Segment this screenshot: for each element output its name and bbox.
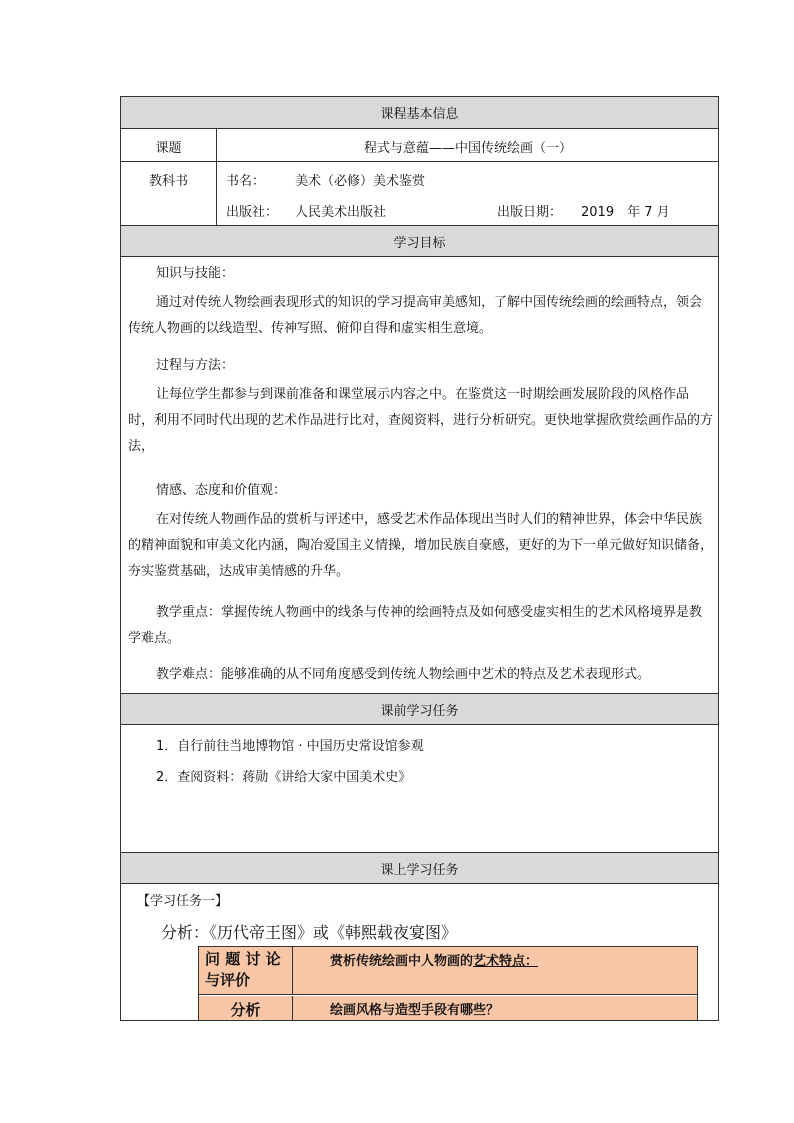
course-info-table [120,96,719,1021]
emotion-text: 在对传统人物画作品的赏析与评述中，感受艺术作品体现出当时人们的精神世界，体会中华民族的精神面貌和审美文化内涵，陶冶爱国主义情操，增加民族自豪感，更好的为下一单元做好知识储备，夯实鉴赏基础，达成审美情感的升华。 [128,512,714,579]
process-text: 让每位学生都参与到课前准备和课堂展示内容之中。在鉴赏这一时期绘画发展阶段的风格作品时，利用不同时代出现的艺术作品进行比对，查阅资料，进行分析研究。更快地掌握欣赏绘画作品的方法， [128,387,714,454]
difficulty: 教学难点：能够准确的从不同角度感受到传统人物绘画中艺术的特点及艺术表现形式。 [156,667,651,682]
key-point: 教学重点：掌握传统人物画中的线条与传神的绘画特点及如何感受虚实相生的艺术风格境界是教学难点。 [128,605,703,646]
process-title: 过程与方法： [156,358,235,373]
discussion-value [330,950,538,969]
analysis-value: 绘画风格与造型手段有哪些？ [330,1003,500,1018]
pre-class-body [121,725,718,853]
publisher-value: 人民美术出版社 [295,205,387,220]
pre-class-header [121,694,718,725]
pre-class-task-2: 2．查阅资料：蒋勋《讲给大家中国美术史》 [156,770,412,785]
topic-value-cell [218,129,718,161]
emotion-title: 情感、态度和价值观： [156,483,287,498]
analysis-row [199,996,697,1021]
in-class-header [121,853,718,884]
discussion-value-underlined: 艺术特点： [473,954,539,969]
objectives-body [121,257,718,694]
discussion-row [199,947,697,995]
knowledge-title: 知识与技能： [156,266,235,281]
basic-info-header-text: 课程基本信息 [380,107,459,122]
knowledge-text: 通过对传统人物绘画表现形式的知识的学习提高审美感知，了解中国传统绘画的绘画特点，领会传统人物画的以线造型、传神写照、俯仰自得和虚实相生意境。 [128,295,703,336]
textbook-label: 教科书 [121,162,217,225]
pub-date-value: 2019 年 7 月 [581,205,670,220]
book-name-label: 书名： [226,174,266,189]
discussion-value-cell [294,947,697,994]
analysis-label: 分析 [230,1001,261,1019]
basic-info-header [121,97,718,129]
discussion-label-cell [199,947,293,994]
in-class-header-text: 课上学习任务 [380,862,459,878]
task-one-title: 【学习任务一】 [137,894,229,909]
pub-date-label: 出版日期： [497,205,563,220]
discussion-table [198,946,698,1021]
book-name-value: 美术（必修）美术鉴赏 [295,174,426,189]
topic-row [121,129,718,162]
discussion-label: 问 题 讨 论与评价 [205,950,281,989]
pre-class-task-1: 1．自行前往当地博物馆 · 中国历史常设馆参观 [156,739,424,754]
objectives-header [121,226,718,257]
analysis-line: 分析：《历代帝王图》或《韩熙载夜宴图》 [161,923,458,942]
objectives-header-text: 学习目标 [393,235,446,251]
topic-value: 程式与意蕴——中国传统绘画（一） [363,141,572,156]
textbook-value-cell [218,162,718,225]
publisher-label: 出版社： [226,205,279,220]
textbook-row [121,162,718,226]
discussion-value-prefix: 赏析传统绘画中人物画的 [330,954,474,969]
topic-label: 课题 [121,129,217,161]
analysis-label-cell [199,996,293,1021]
pre-class-header-text: 课前学习任务 [380,703,459,719]
analysis-value-cell [294,996,697,1021]
